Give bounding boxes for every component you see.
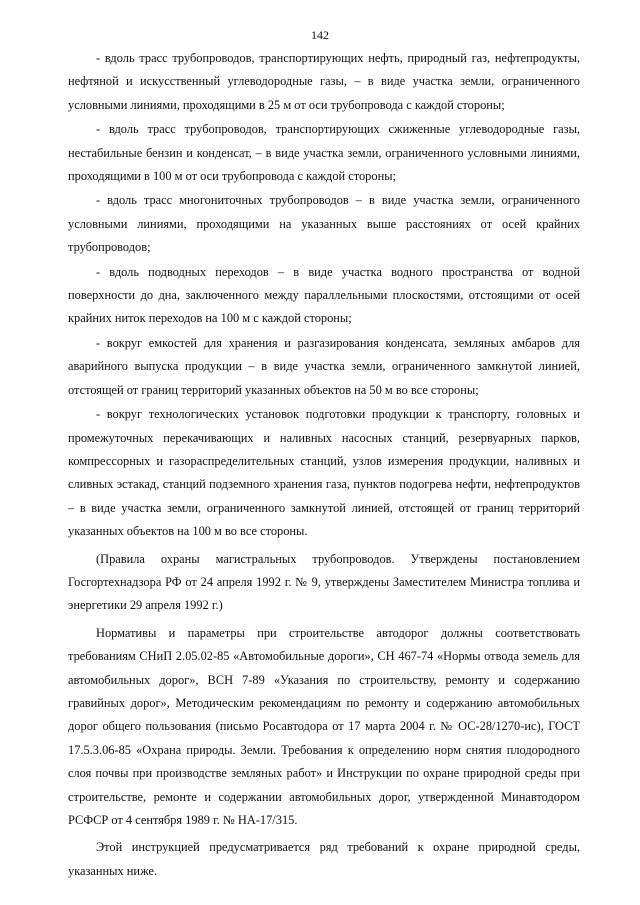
paragraph-pipelines-oil-gas: - вдоль трасс трубопроводов, транспортирующих нефть, природный газ, нефтепродукты, нефтяной и искусственный углеводородные газы, – в виде участка земли, ограниченного условными линиями, проходящими в 25 м от оси трубопровода с каждой стороны;: [68, 51, 580, 112]
paragraph-multi-line-pipelines: - вдоль трасс многониточных трубопроводов – в виде участка земли, ограниченного условными линиями, проходящими на указанных выше расстояниях от осей крайних трубопроводов;: [68, 193, 580, 255]
paragraph-pipelines-liquefied-gas: - вдоль трасс трубопроводов, транспортирующих сжиженные углеводородные газы, нестабильные бензин и конденсат, – в виде участка земли, ограниченного условными линиями, проходящими в 100 м от оси трубопровода с каждой стороны;: [68, 122, 580, 184]
paragraph-pipeline-rules-citation: (Правила охраны магистральных трубопроводов. Утверждены постановлением Госгортехнадзора РФ от 24 апреля 1992 г. № 9, утверждены Заместителем Министра топлива и энергетики 29 апреля 1992 г.): [68, 551, 580, 613]
paragraph-instruction-requirements: Этой инструкцией предусматривается ряд требований к охране природной среды, указанных ниже.: [68, 840, 580, 878]
page-number: 142: [311, 28, 329, 42]
paragraph-technological-installations: - вокруг технологических установок подготовки продукции к транспорту, головных и промежуточных перекачивающих и наливных насосных станций, резервуарных парков, компрессорных и газораспределительных станций, узлов измерения продукции, наливных и сливных эстакад, станций подземного хранения газа, пунктов подогрева нефти, нефтепродуктов – в виде участка земли, ограниченного замкнутой линией, отстоящей от границ территорий указанных объектов на 100 м во все стороны.: [68, 407, 580, 539]
paragraph-condensate-tanks: - вокруг емкостей для хранения и разгазирования конденсата, земляных амбаров для аварийного выпуска продукции – в виде участка земли, ограниченного замкнутой линией, отстоящей от границ территорий указанных объектов на 50 м во все стороны;: [68, 335, 580, 397]
paragraph-road-construction-norms: Нормативы и параметры при строительстве автодорог должны соответствовать требованиям СНиП 2.05.02-85 «Автомобильные дороги», СН 467-74 «Нормы отвода земель для автомобильных дорог», ВСН 7-89 «Указания по строительству, ремонту и содержанию гравийных дорог», Методическим рекомендациям по ремонту и содержанию автомобильных дорог общего пользования (письмо Росавтодора от 17 марта 2004 г. № ОС-28/1270-ис), ГОСТ 17.5.3.06-85 «Охрана природы. Земли. Требования к определению норм снятия плодородного слоя почвы при производстве земляных работ» и Инструкции по охране природной среды при строительстве, ремонте и содержании автомобильных дорог, утвержденной Минавтодором РСФСР от 4 сентября 1989 г. № НА-17/315.: [68, 625, 580, 827]
page-body: [68, 47, 580, 884]
paragraph-underwater-crossings: - вдоль подводных переходов – в виде участка водного пространства от водной поверхности до дна, заключенного между параллельными плоскостями, отстоящими от осей крайних ниток переходов на 100 м с каждой стороны;: [68, 264, 580, 326]
